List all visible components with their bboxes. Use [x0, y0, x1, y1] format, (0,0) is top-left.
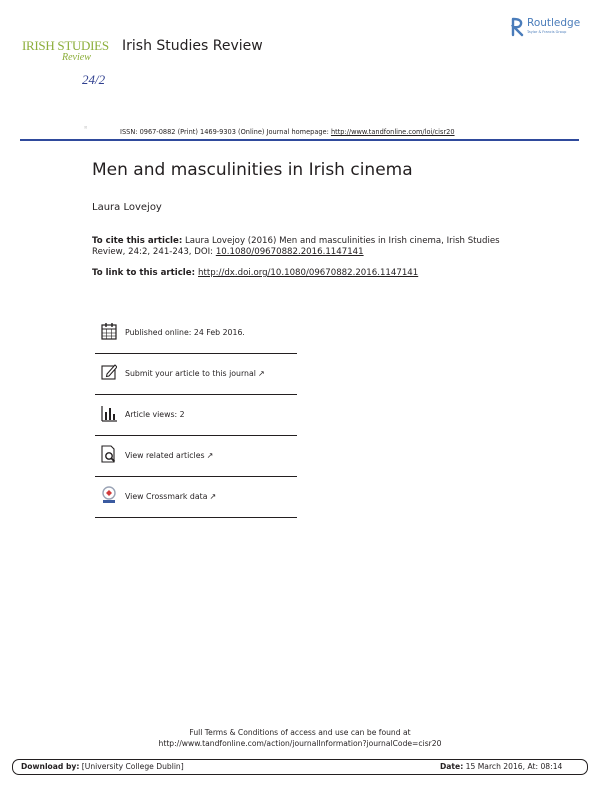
- issn-text: ISSN: 0967-0882 (Print) 1469-9303 (Online) Journal homepage:: [120, 128, 331, 136]
- publisher-logo: [511, 16, 591, 40]
- info-row-views: [95, 394, 297, 436]
- submit-article-link[interactable]: Submit your article to this journal ↗: [125, 369, 265, 378]
- bar-chart-icon: [101, 404, 117, 422]
- download-date: Date: 15 March 2016, At: 08:14: [440, 762, 563, 771]
- view-related-articles-link[interactable]: View related articles ↗: [125, 451, 214, 460]
- external-link-icon: ↗: [257, 369, 265, 378]
- cover-thumbnail: ▯▯: [84, 125, 88, 129]
- logo-title: IRISH STUDIES: [22, 38, 109, 53]
- submit-pencil-icon: [101, 363, 117, 381]
- download-info-bar: [12, 759, 588, 775]
- publisher-name: Routledge: [527, 17, 581, 29]
- article-author: Laura Lovejoy: [92, 202, 162, 213]
- journal-logo: [22, 38, 110, 94]
- cite-label: To cite this article:: [92, 236, 183, 246]
- info-row-crossmark[interactable]: [95, 476, 297, 518]
- article-title: Men and masculinities in Irish cinema: [92, 160, 413, 180]
- publisher-tagline: Taylor & Francis Group: [527, 30, 567, 34]
- external-link-icon: ↗: [209, 492, 217, 501]
- journal-title: Irish Studies Review: [122, 38, 263, 54]
- calendar-icon: [101, 322, 117, 340]
- issn-line: [120, 128, 455, 136]
- article-url-link[interactable]: http://dx.doi.org/10.1080/09670882.2016.1147141: [198, 268, 419, 278]
- external-link-icon: ↗: [206, 451, 214, 460]
- link-label: To link to this article:: [92, 268, 199, 278]
- journal-homepage-link[interactable]: http://www.tandfonline.com/loi/cisr20: [330, 128, 455, 136]
- crossmark-icon: [101, 486, 117, 504]
- info-row-related[interactable]: [95, 435, 297, 477]
- terms-line-1: Full Terms & Conditions of access and use can be found at: [189, 728, 411, 737]
- logo-issue: 24/2: [82, 72, 106, 87]
- published-date: Published online: 24 Feb 2016.: [125, 328, 245, 337]
- info-row-published: [95, 312, 297, 354]
- terms-note: [0, 727, 600, 749]
- link-to-article: [92, 268, 418, 278]
- info-row-submit[interactable]: [95, 353, 297, 395]
- citation: [92, 236, 510, 258]
- doi-link[interactable]: 10.1080/09670882.2016.1147141: [215, 247, 364, 257]
- related-articles-icon: [101, 445, 117, 463]
- header-rule: [20, 139, 579, 141]
- cite-text: Laura Lovejoy (2016) Men and masculinities in Irish cinema, Irish Studies Review, 24:2, 241-243, DOI:: [92, 236, 500, 257]
- logo-subtitle: Review: [62, 52, 91, 63]
- article-views: Article views: 2: [125, 410, 185, 419]
- downloaded-by: Download by: [University College Dublin]: [21, 762, 184, 771]
- view-crossmark-link[interactable]: View Crossmark data ↗: [125, 492, 217, 501]
- terms-url[interactable]: http://www.tandfonline.com/action/journalInformation?journalCode=cisr20: [158, 739, 442, 748]
- routledge-logo-icon: [511, 17, 524, 37]
